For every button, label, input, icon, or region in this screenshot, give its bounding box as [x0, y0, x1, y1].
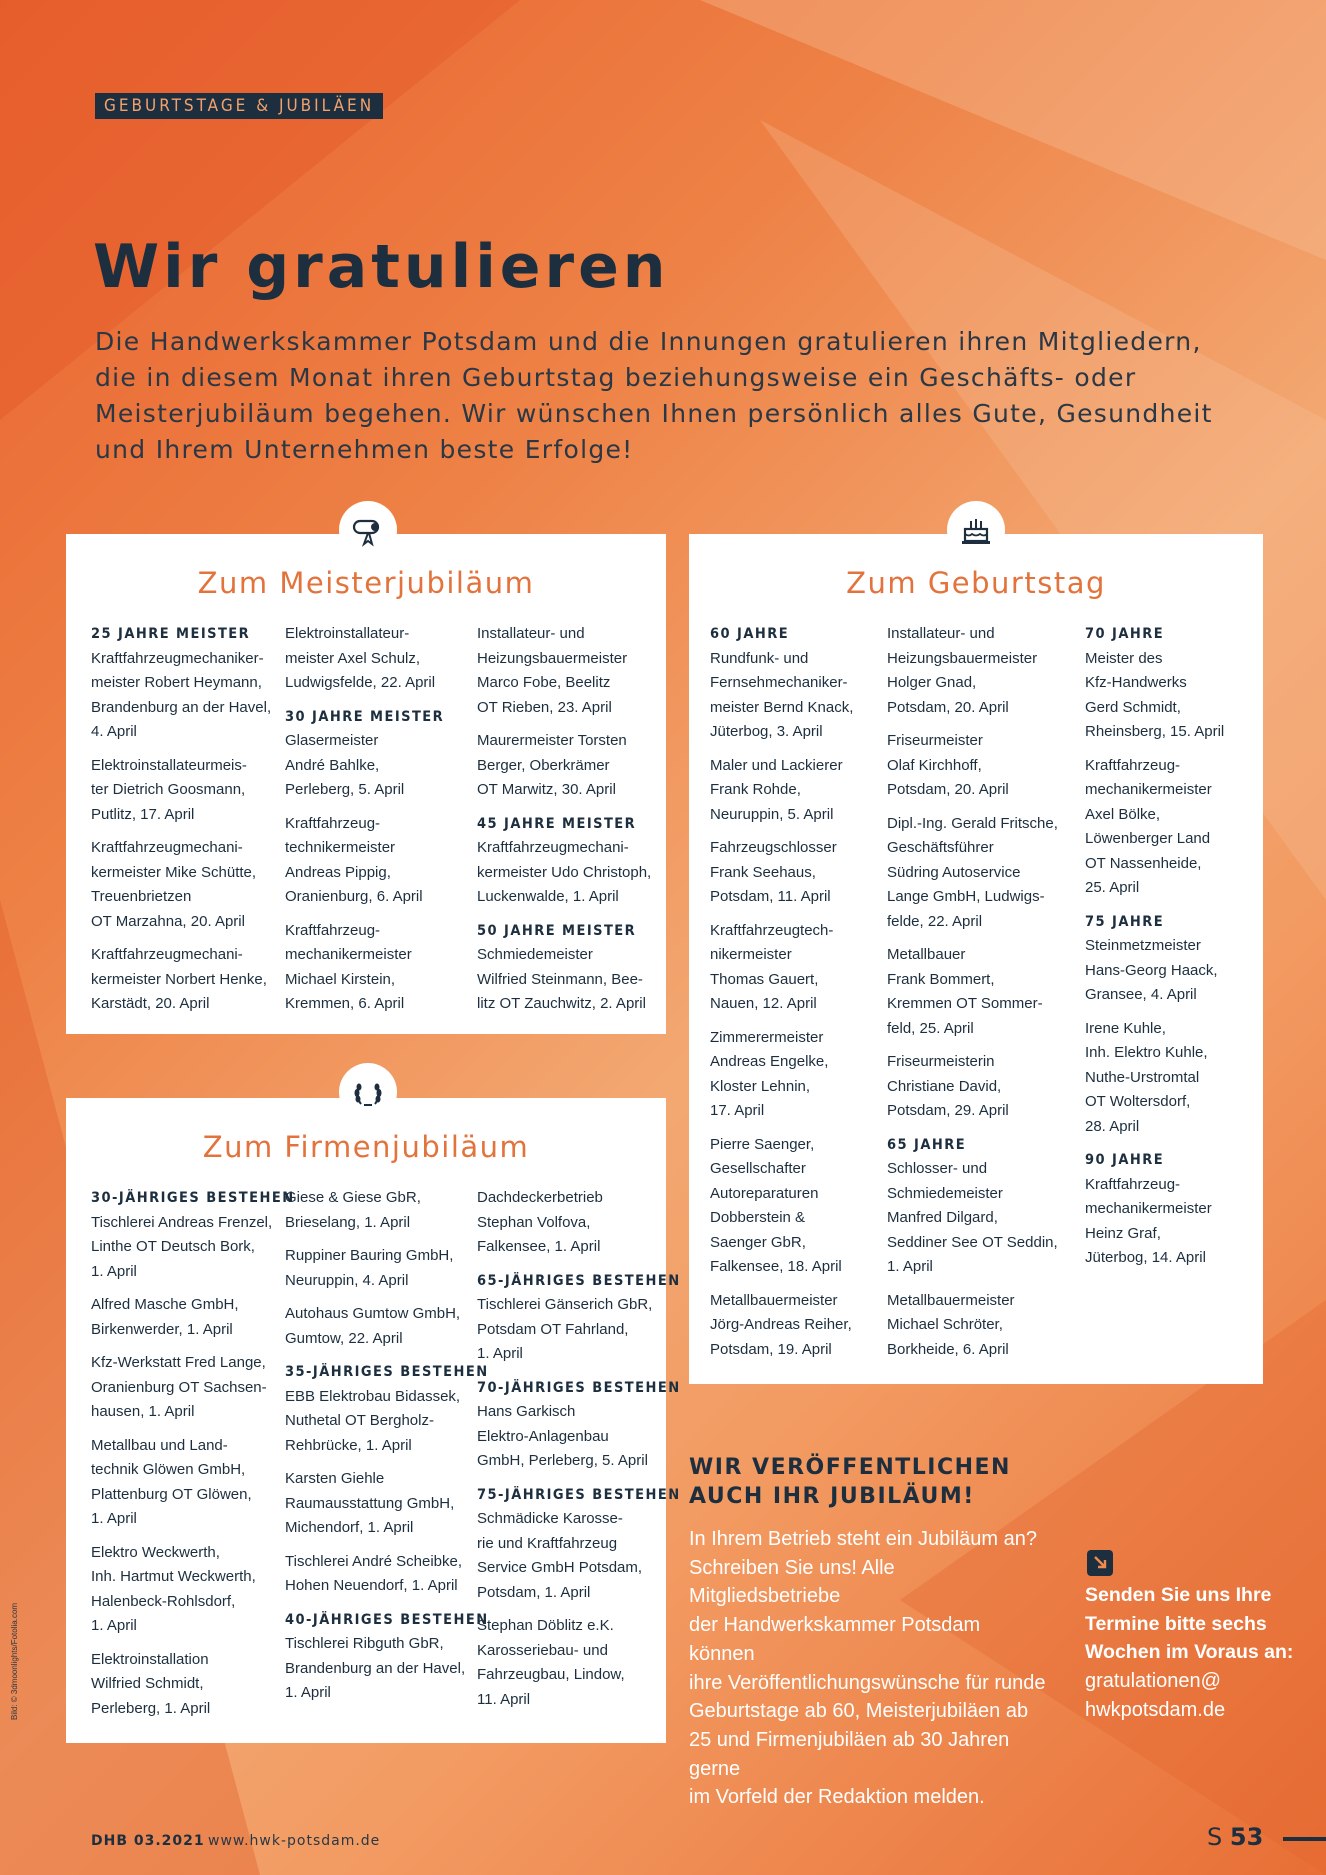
list-item: Giese & Giese GbR, Brieselang, 1. April	[285, 1189, 421, 1231]
group-heading: 25 JAHRE MEISTER	[91, 626, 251, 642]
list-item: Kraftfahrzeugtech- nikermeister Thomas Gauert, Nauen, 12. April	[710, 921, 834, 1012]
list-item: Steinmetzmeister Hans-Georg Haack, Gransee, 4. April	[1085, 937, 1218, 1003]
list-item: Kraftfahrzeug- technikermeister Andreas Pippig, Oranienburg, 6. April	[285, 814, 423, 905]
page-number	[1207, 1823, 1263, 1851]
list-item: Fahrzeugschlosser Frank Seehaus, Potsdam, 11. April	[710, 839, 837, 905]
list-item: Schmiedemeister Wilfried Steinmann, Bee- litz OT Zauchwitz, 2. April	[477, 946, 646, 1012]
cta-body: In Ihrem Betrieb steht ein Jubiläum an? Schreiben Sie uns! Alle Mitgliedsbetriebe der Handwerkskammer Potsdam können ihre Veröffentlichungswünsche für runde Geburtstage ab 60, Meisterjubiläen ab 25 und Firmenjubiläen ab 30 Jahren gerne im Vorfeld der Redaktion melden.	[689, 1528, 1046, 1809]
list-item: Maler und Lackierer Frank Rohde, Neuruppin, 5. April	[710, 756, 843, 823]
geburtstag-col-1	[710, 622, 885, 1371]
list-item: Schmädicke Karosse- rie und Kraftfahrzeug Service GmbH Potsdam, Potsdam, 1. April	[477, 1510, 643, 1601]
list-item: Maurermeister Torsten Berger, Oberkrämer OT Marwitz, 30. April	[477, 732, 627, 798]
group-heading: 45 JAHRE MEISTER	[477, 815, 637, 832]
list-item: Metallbauermeister Michael Schröter, Borkheide, 6. April	[887, 1291, 1015, 1358]
list-item: Tischlerei André Scheibke, Hohen Neuendorf, 1. April	[285, 1552, 463, 1594]
meisterjubilaeum-heading: Zum Meisterjubiläum	[197, 566, 535, 600]
list-item: Stephan Döblitz e.K. Karosseriebau- und Fahrzeugbau, Lindow, 11. April	[477, 1617, 625, 1708]
laurel-wreath-icon	[339, 1063, 397, 1121]
list-item: Elektroinstallation Wilfried Schmidt, Perleberg, 1. April	[91, 1650, 211, 1717]
meisterjubilaeum-box	[66, 534, 666, 1034]
list-item: Alfred Masche GmbH, Birkenwerder, 1. April	[91, 1296, 239, 1338]
list-item: Pierre Saenger, Gesellschafter Autoreparaturen Dobberstein & Saenger GbR, Falkensee, 18. April	[710, 1135, 842, 1275]
list-item: Ruppiner Bauring GmbH, Neuruppin, 4. April	[285, 1247, 454, 1289]
list-item: Dipl.-Ing. Gerald Fritsche, Geschäftsführer Südring Autoservice Lange GmbH, Ludwigs- felde, 22. April	[887, 814, 1058, 930]
group-heading: 30 JAHRE MEISTER	[285, 708, 445, 725]
list-item: Metallbau und Land- technik Glöwen GmbH, Plattenburg OT Glöwen, 1. April	[91, 1436, 252, 1527]
list-item: Kraftfahrzeugmechani- kermeister Mike Schütte, Treuenbrietzen OT Marzahna, 20. April	[91, 839, 257, 930]
section-tag: GEBURTSTAGE & JUBILÄEN	[95, 93, 383, 119]
list-item: Irene Kuhle, Inh. Elektro Kuhle, Nuthe-Urstromtal OT Woltersdorf, 28. April	[1085, 1019, 1208, 1135]
page-number-value: 53	[1229, 1823, 1264, 1851]
list-item: EBB Elektrobau Bidassek, Nuthetal OT Bergholz- Rehbrücke, 1. April	[285, 1387, 461, 1454]
footer-url[interactable]: www.hwk-potsdam.de	[208, 1833, 381, 1849]
group-heading: 75-JÄHRIGES BESTEHEN	[477, 1486, 681, 1503]
list-item: Glasermeister André Bahlke, Perleberg, 5. April	[285, 732, 405, 798]
list-item: Tischlerei Gänserich GbR, Potsdam OT Fahrland, 1. April	[477, 1296, 653, 1362]
footer-issue: DHB 03.2021	[91, 1833, 205, 1849]
meister-col-3	[477, 622, 662, 1026]
list-item: Karsten Giehle Raumausstattung GmbH, Michendorf, 1. April	[285, 1470, 455, 1536]
meister-col-1	[91, 622, 276, 1026]
list-item: Kfz-Werkstatt Fred Lange, Oranienburg OT Sachsen- hausen, 1. April	[91, 1354, 267, 1420]
list-item: Elektroinstallateurmeis- ter Dietrich Goosmann, Putlitz, 17. April	[91, 756, 247, 823]
firmen-col-2	[285, 1186, 489, 1715]
list-item: Metallbauer Frank Bommert, Kremmen OT Sommer- feld, 25. April	[887, 946, 1043, 1037]
list-item: Kraftfahrzeugmechaniker- meister Robert Heymann, Brandenburg an der Havel, 4. April	[91, 649, 272, 740]
group-heading: 40-JÄHRIGES BESTEHEN	[285, 1611, 489, 1628]
page-title: Wir gratulieren	[93, 232, 670, 302]
footer-rule	[1283, 1837, 1326, 1841]
diploma-icon	[339, 501, 397, 559]
list-item: Elektro Weckwerth, Inh. Hartmut Weckwerth, Halenbeck-Rohlsdorf, 1. April	[91, 1543, 256, 1634]
send-instructions: Senden Sie uns Ihre Termine bitte sechs Wochen im Voraus an:	[1085, 1584, 1294, 1664]
arrow-icon	[1087, 1550, 1113, 1576]
list-item: Friseurmeister Olaf Kirchhoff, Potsdam, 20. April	[887, 732, 1009, 798]
list-item: Installateur- und Heizungsbauermeister Holger Gnad, Potsdam, 20. April	[887, 625, 1038, 716]
group-heading: 65-JÄHRIGES BESTEHEN	[477, 1272, 681, 1289]
intro-text: Die Handwerkskammer Potsdam und die Innungen gratulieren ihren Mitgliedern, die in diesem Monat ihren Geburtstag beziehungsweise ein Geschäfts- oder Meisterjubiläum begehen. Wir wünschen Ihnen persönlich alles Gute, Gesundheit und Ihrem Unternehmen beste Erfolge!	[95, 327, 1213, 464]
list-item: Meister des Kfz-Handwerks Gerd Schmidt, Rheinsberg, 15. April	[1085, 649, 1225, 740]
firmen-col-3	[477, 1186, 681, 1721]
group-heading: 60 JAHRE	[710, 626, 790, 642]
group-heading: 30-JÄHRIGES BESTEHEN	[91, 1190, 295, 1206]
list-item: Dachdeckerbetrieb Stephan Volfova, Falkensee, 1. April	[477, 1189, 603, 1255]
list-item: Zimmerermeister Andreas Engelke, Kloster Lehnin, 17. April	[710, 1028, 829, 1119]
list-item: Metallbauermeister Jörg-Andreas Reiher, Potsdam, 19. April	[710, 1291, 852, 1358]
meister-col-2	[285, 622, 470, 1026]
list-item: Hans Garkisch Elektro-Anlagenbau GmbH, Perleberg, 5. April	[477, 1403, 648, 1469]
list-item: Elektroinstallateur- meister Axel Schulz, Ludwigsfelde, 22. April	[285, 625, 436, 691]
list-item: Installateur- und Heizungsbauermeister Marco Fobe, Beelitz OT Rieben, 23. April	[477, 625, 628, 716]
group-heading: 35-JÄHRIGES BESTEHEN	[285, 1364, 489, 1380]
list-item: Schlosser- und Schmiedemeister Manfred Dilgard, Seddiner See OT Seddin, 1. April	[887, 1160, 1058, 1275]
group-heading: 70 JAHRE	[1085, 626, 1165, 642]
geburtstag-col-2	[887, 622, 1072, 1371]
list-item: Kraftfahrzeugmechani- kermeister Udo Christoph, Luckenwalde, 1. April	[477, 839, 652, 905]
group-heading: 75 JAHRE	[1085, 913, 1165, 930]
list-item: Rundfunk- und Fernsehmechaniker- meister Bernd Knack, Jüterbog, 3. April	[710, 649, 854, 740]
list-item: Kraftfahrzeugmechani- kermeister Norbert Henke, Karstädt, 20. April	[91, 946, 267, 1012]
list-item: Tischlerei Andreas Frenzel, Linthe OT Deutsch Bork, 1. April	[91, 1213, 273, 1280]
firmenjubilaeum-box	[66, 1098, 681, 1743]
cta-heading: WIR VERÖFFENTLICHEN AUCH IHR JUBILÄUM!	[689, 1455, 1011, 1509]
group-heading: 50 JAHRE MEISTER	[477, 922, 637, 939]
list-item: Friseurmeisterin Christiane David, Potsdam, 29. April	[887, 1053, 1009, 1119]
list-item: Autohaus Gumtow GmbH, Gumtow, 22. April	[285, 1305, 461, 1347]
list-item: Kraftfahrzeug- mechanikermeister Heinz Graf, Jüterbog, 14. April	[1085, 1175, 1212, 1266]
page-prefix: S	[1207, 1823, 1223, 1851]
group-heading: 90 JAHRE	[1085, 1152, 1165, 1168]
list-item: Kraftfahrzeug- mechanikermeister Michael Kirstein, Kremmen, 6. April	[285, 921, 412, 1012]
group-heading: 70-JÄHRIGES BESTEHEN	[477, 1379, 681, 1396]
geburtstag-heading: Zum Geburtstag	[846, 566, 1106, 600]
firmenjubilaeum-heading: Zum Firmenjubiläum	[202, 1130, 530, 1164]
geburtstag-col-3	[1085, 622, 1255, 1280]
birthday-cake-icon	[947, 501, 1005, 559]
firmen-col-1	[91, 1186, 295, 1730]
image-credit: Bild: © 3dmoonlights/Fotolia.com	[10, 1602, 19, 1720]
group-heading: 65 JAHRE	[887, 1136, 967, 1153]
list-item: Kraftfahrzeug- mechanikermeister Axel Bölke, Löwenberger Land OT Nassenheide, 25. April	[1085, 756, 1212, 896]
geburtstag-box	[689, 534, 1263, 1384]
email-address[interactable]: gratulationen@ hwkpotsdam.de	[1085, 1670, 1226, 1721]
list-item: Tischlerei Ribguth GbR, Brandenburg an der Havel, 1. April	[285, 1635, 466, 1701]
